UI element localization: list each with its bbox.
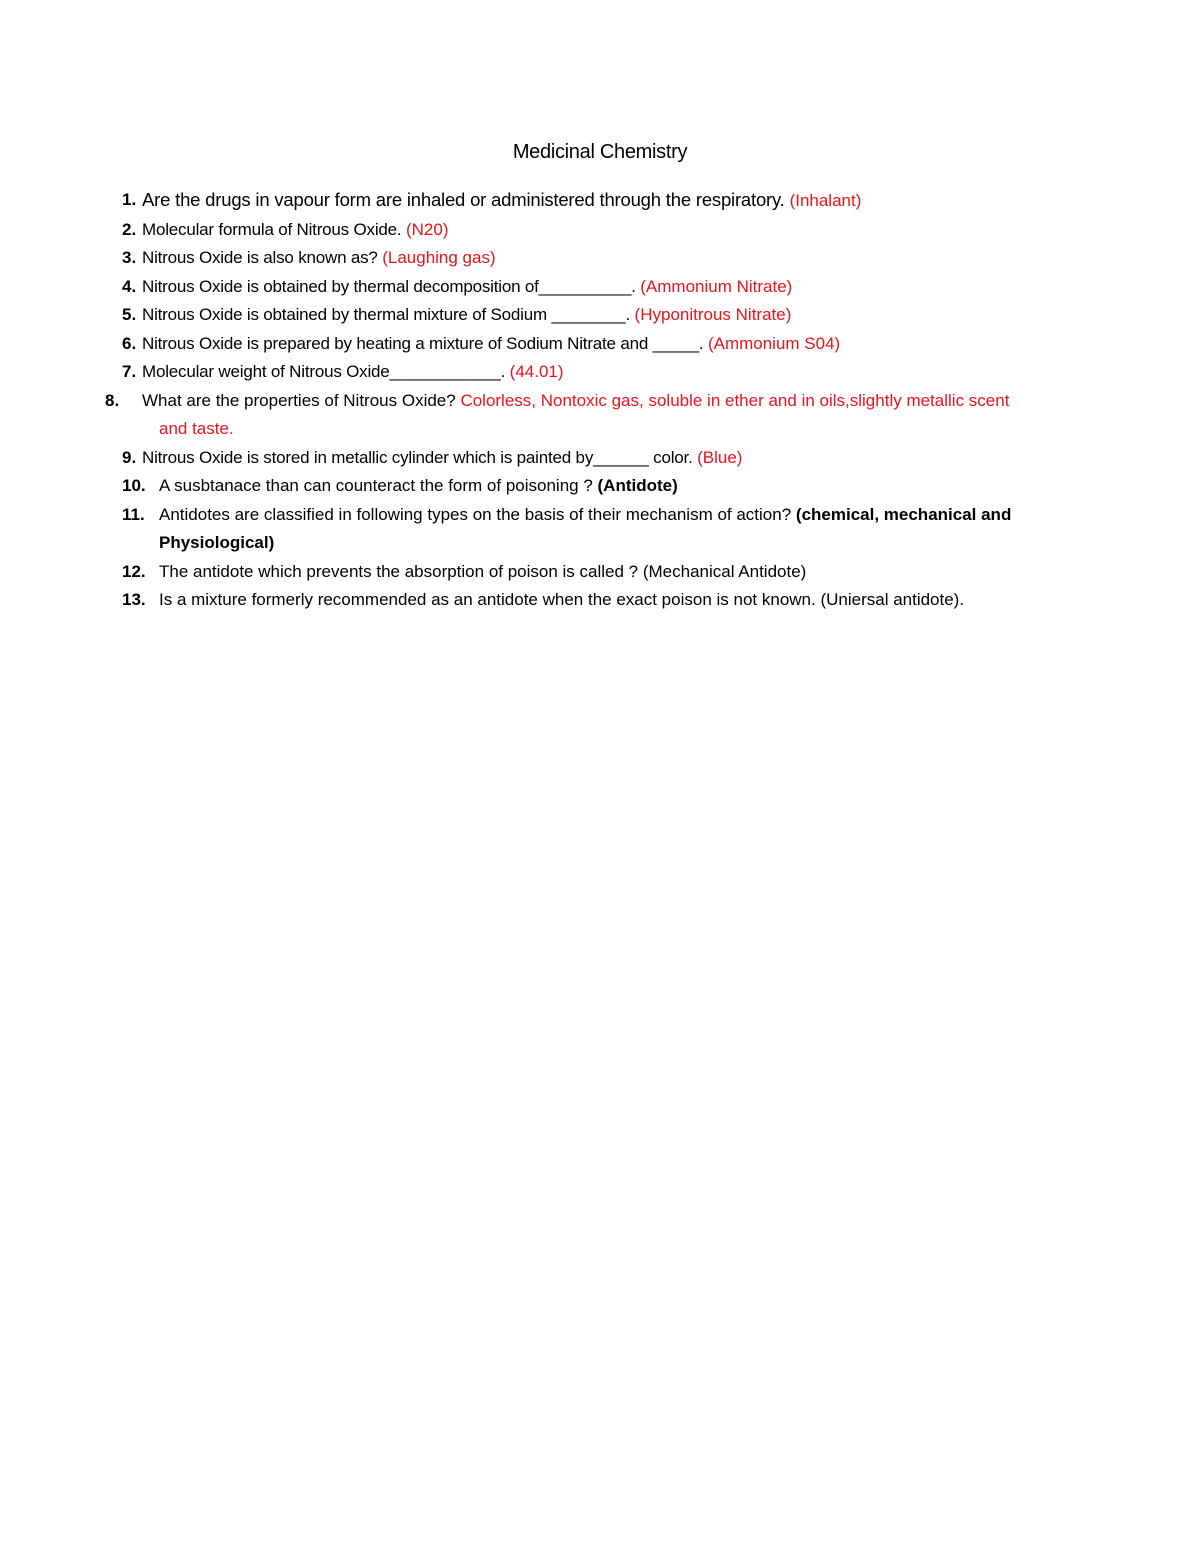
- answer-text: (N20): [405, 219, 449, 239]
- question-number: 11.: [122, 504, 145, 524]
- answer-text: (Antidote): [597, 476, 678, 495]
- question-number: 13.: [122, 590, 146, 609]
- question-item-6: [122, 330, 1042, 359]
- question-item-9: [122, 444, 1042, 473]
- question-text: Molecular weight of Nitrous Oxide____________.: [142, 362, 510, 381]
- question-number: 10.: [122, 476, 146, 495]
- question-text: Are the drugs in vapour form are inhaled or administered through the respiratory.: [142, 189, 790, 210]
- question-item-8: 8. What are the properties of Nitrous Oxide? Colorless, Nontoxic gas, soluble in ether and in oils,slightly metallic scent and taste.: [105, 390, 1010, 438]
- question-text: A susbtanace than can counteract the form of poisoning ?: [159, 476, 598, 495]
- question-number: 3.: [122, 248, 137, 267]
- page-title: Medicinal Chemistry: [512, 141, 688, 163]
- question-text: Is a mixture formerly recommended as an antidote when the exact poison is not known. (Uniersal antidote).: [159, 590, 965, 609]
- question-text: Nitrous Oxide is obtained by thermal mixture of Sodium ________.: [142, 305, 635, 324]
- question-text: Nitrous Oxide is also known as?: [142, 248, 383, 267]
- question-text: The antidote which prevents the absorption of poison is called ? (Mechanical Antidote): [159, 561, 807, 581]
- answer-text: (44.01): [509, 362, 564, 381]
- question-item-2: [122, 216, 1042, 245]
- answer-text: (Ammonium S04): [707, 333, 841, 353]
- question-item-4: [122, 273, 1042, 302]
- question-item-5: [122, 301, 1042, 330]
- question-number: 5.: [122, 305, 137, 324]
- question-number: 7.: [122, 362, 137, 381]
- question-item-7: [122, 358, 1042, 387]
- answer-text: (chemical, mechanical and Physiological): [159, 504, 1012, 552]
- question-item-11: [122, 501, 1042, 558]
- answer-text: (Laughing gas): [382, 248, 496, 267]
- answer-text: Colorless, Nontoxic gas, soluble in ether and in oils,slightly metallic scent and taste.: [159, 390, 1010, 438]
- answer-text: (Hyponitrous Nitrate): [634, 305, 792, 324]
- question-text: Antidotes are classified in following types on the basis of their mechanism of action?: [159, 504, 796, 524]
- question-item-10: [122, 472, 1042, 501]
- question-number: 9.: [122, 447, 137, 467]
- answer-text: (Inhalant): [789, 191, 862, 210]
- question-number: 4.: [122, 276, 137, 296]
- question-number: 6.: [122, 333, 137, 353]
- question-list: [105, 186, 1042, 615]
- question-item-12: [122, 558, 1042, 587]
- question-text: What are the properties of Nitrous Oxide?: [142, 390, 461, 410]
- question-item-3: [122, 244, 1042, 273]
- question-number: 2.: [122, 219, 137, 239]
- question-number: 12.: [122, 561, 146, 581]
- question-text: Molecular formula of Nitrous Oxide.: [142, 219, 406, 239]
- question-number: 1.: [122, 190, 137, 209]
- question-item-1: [122, 186, 1042, 216]
- question-text: Nitrous Oxide is stored in metallic cylinder which is painted by______ color.: [142, 447, 698, 467]
- question-text: Nitrous Oxide is prepared by heating a mixture of Sodium Nitrate and _____.: [142, 333, 708, 353]
- question-item-13: [122, 586, 1042, 615]
- question-text: Nitrous Oxide is obtained by thermal decomposition of__________.: [142, 276, 641, 296]
- answer-text: (Ammonium Nitrate): [640, 276, 793, 296]
- answer-text: (Blue): [697, 447, 743, 467]
